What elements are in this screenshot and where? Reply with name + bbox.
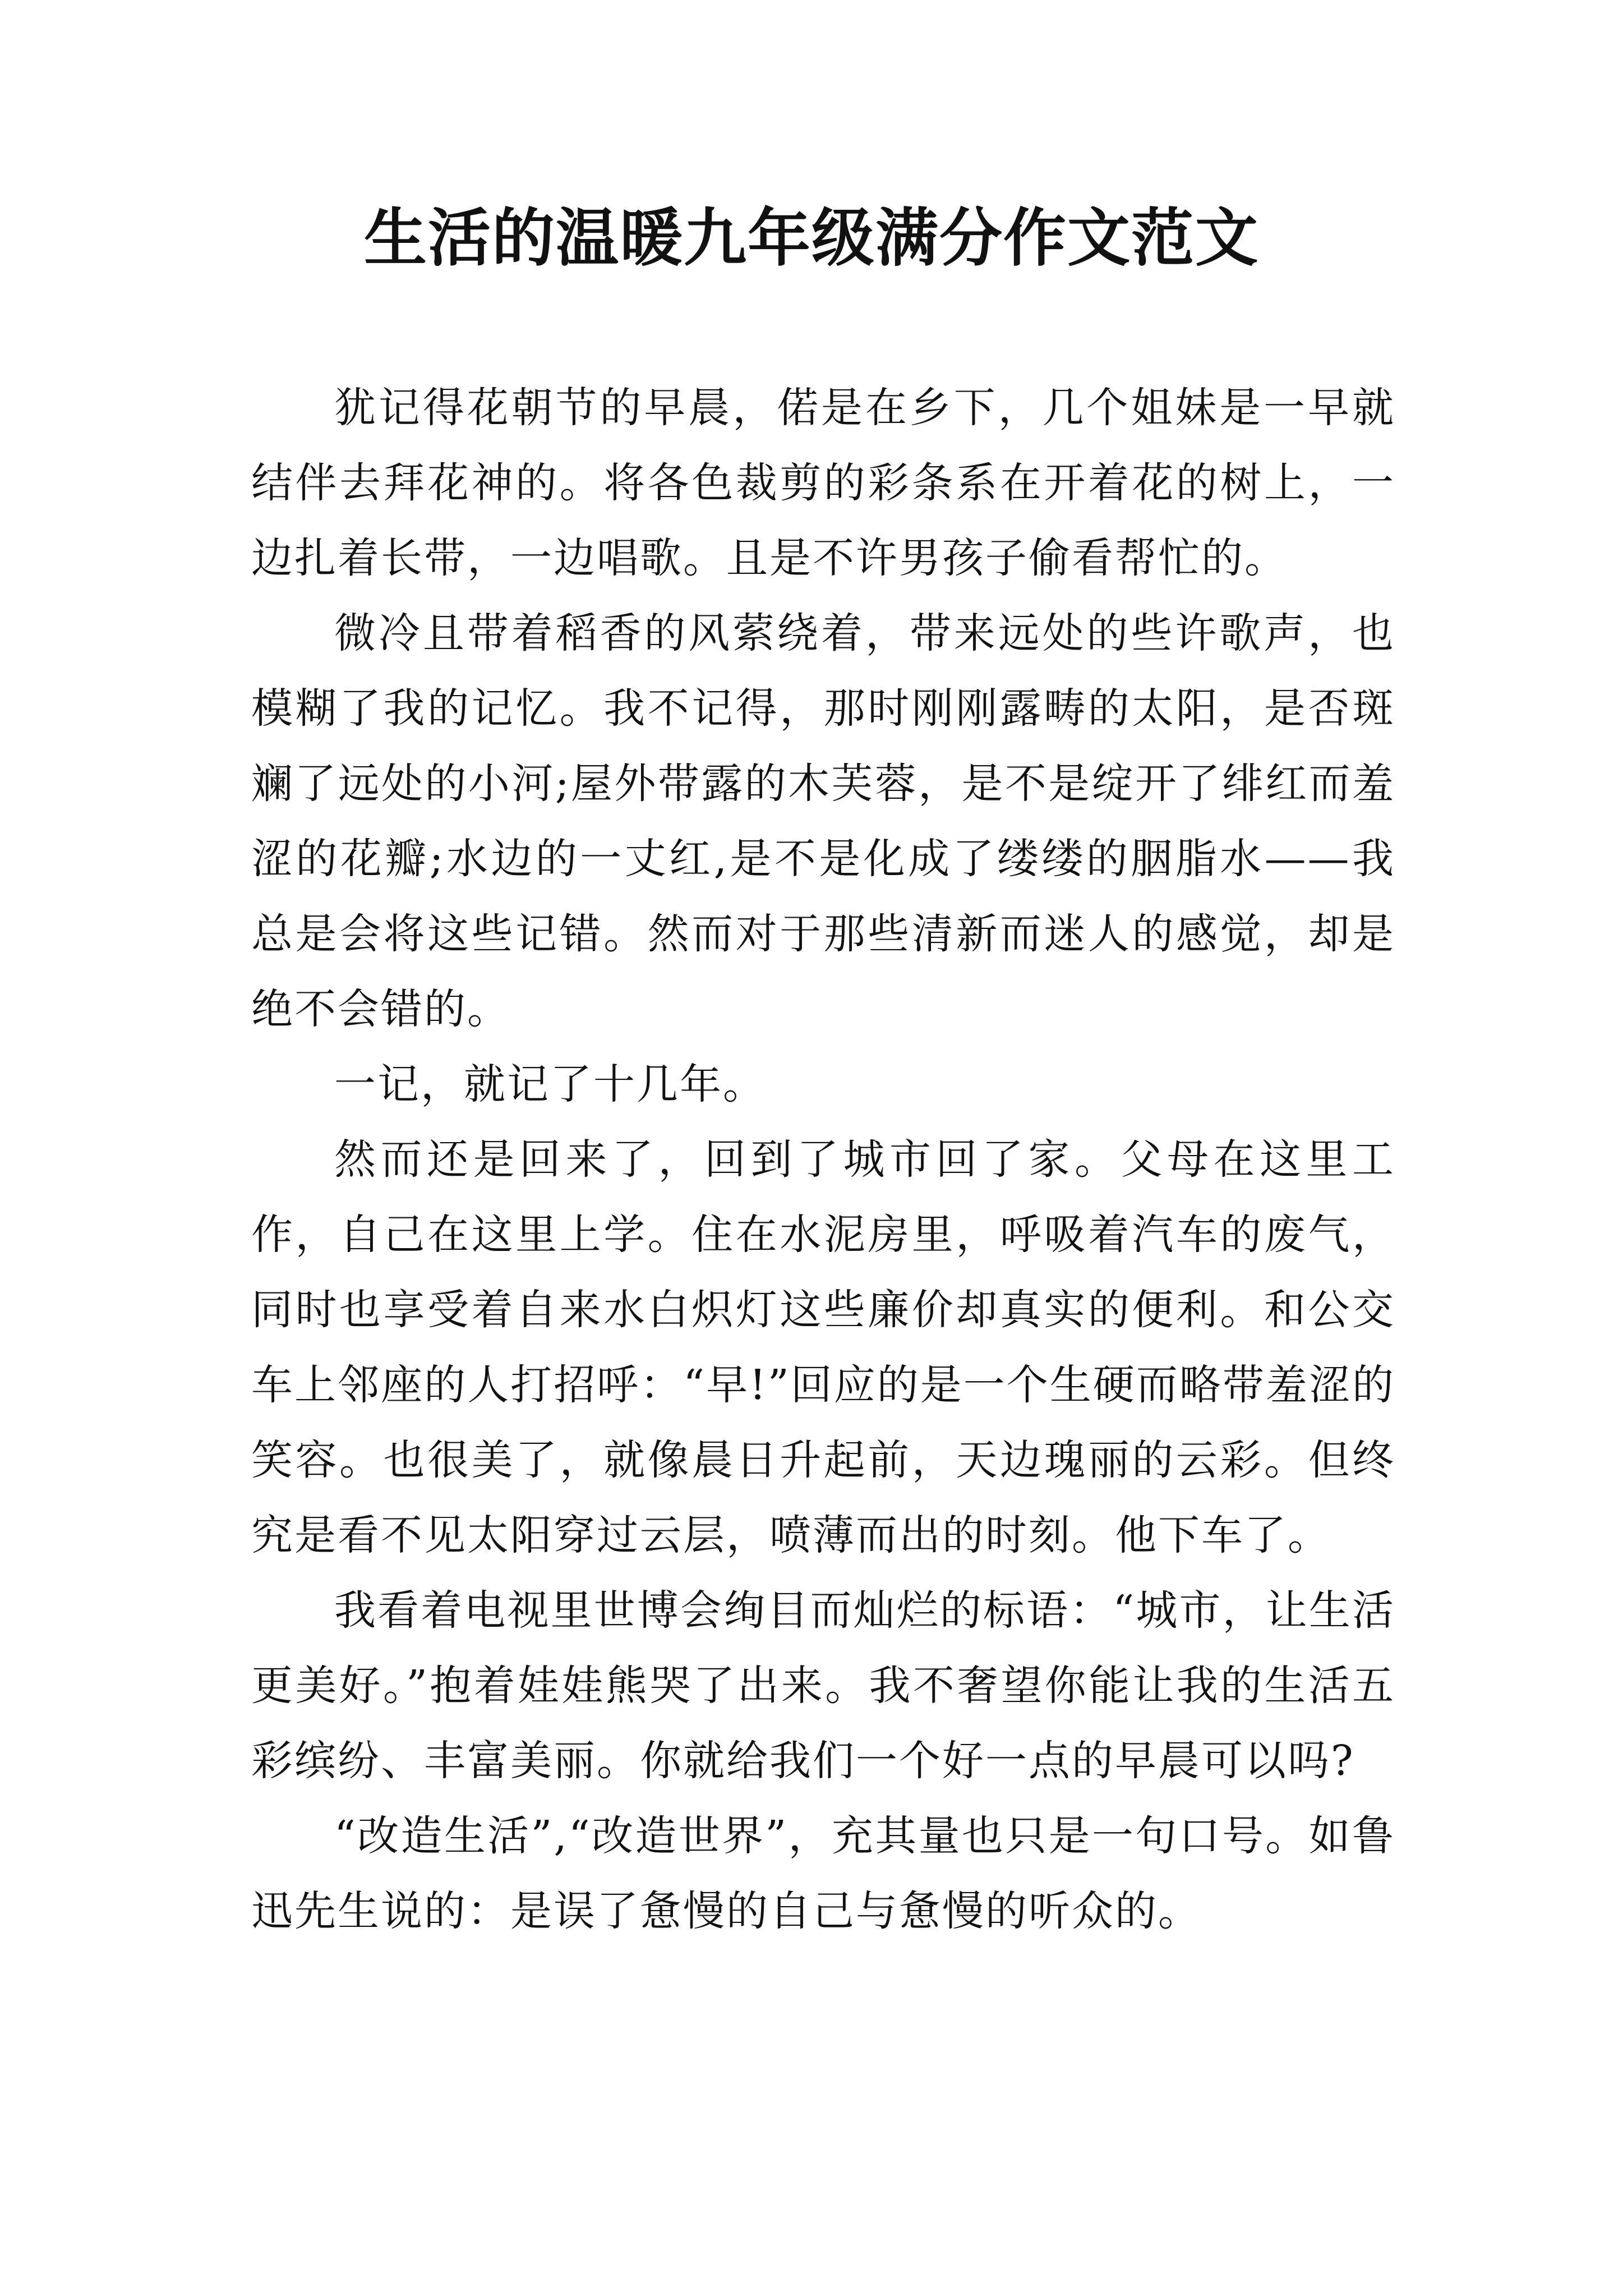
document-body — [251, 370, 1395, 1949]
paragraph: 我看着电视里世博会绚目而灿烂的标语：“城市，让生活更美好。”抱着娃娃熊哭了出来。我不奢望你能让我的生活五彩缤纷、丰富美丽。你就给我们一个好一点的早晨可以吗? — [251, 1586, 1395, 1785]
document-title: 生活的温暖九年级满分作文范文 — [364, 201, 1259, 275]
paragraph: 一记，就记了十几年。 — [334, 1060, 766, 1108]
paragraph: 微冷且带着稻香的风萦绕着，带来远处的些许歌声，也模糊了我的记忆。我不记得，那时刚刚露畴的太阳，是否斑斓了远处的小河;屋外带露的木芙蓉，是不是绽开了绯红而羞涩的花瓣;水边的一丈红,是不是化成了缕缕的胭脂水——我总是会将这些记错。然而对于那些清新而迷人的感觉，却是绝不会错的。 — [251, 609, 1395, 1033]
paragraph: 犹记得花朝节的早晨，偌是在乡下，几个姐妹是一早就结伴去拜花神的。将各色裁剪的彩条系在开着花的树上，一边扎着长带，一边唱歌。且是不许男孩子偷看帮忙的。 — [251, 384, 1395, 582]
paragraph: 然而还是回来了，回到了城市回了家。父母在这里工作，自己在这里上学。住在水泥房里，呼吸着汽车的废气，同时也享受着自来水白炽灯这些廉价却真实的便利。和公交车上邻座的人打招呼：“早!”回应的是一个生硬而略带羞涩的笑容。也很美了，就像晨日升起前，天边瑰丽的云彩。但终究是看不见太阳穿过云层，喷薄而出的时刻。他下车了。 — [251, 1135, 1395, 1559]
paragraph: “改造生活”,“改造世界”，充其量也只是一句口号。如鲁迅先生说的：是误了惫慢的自己与惫慢的听众的。 — [251, 1812, 1395, 1935]
